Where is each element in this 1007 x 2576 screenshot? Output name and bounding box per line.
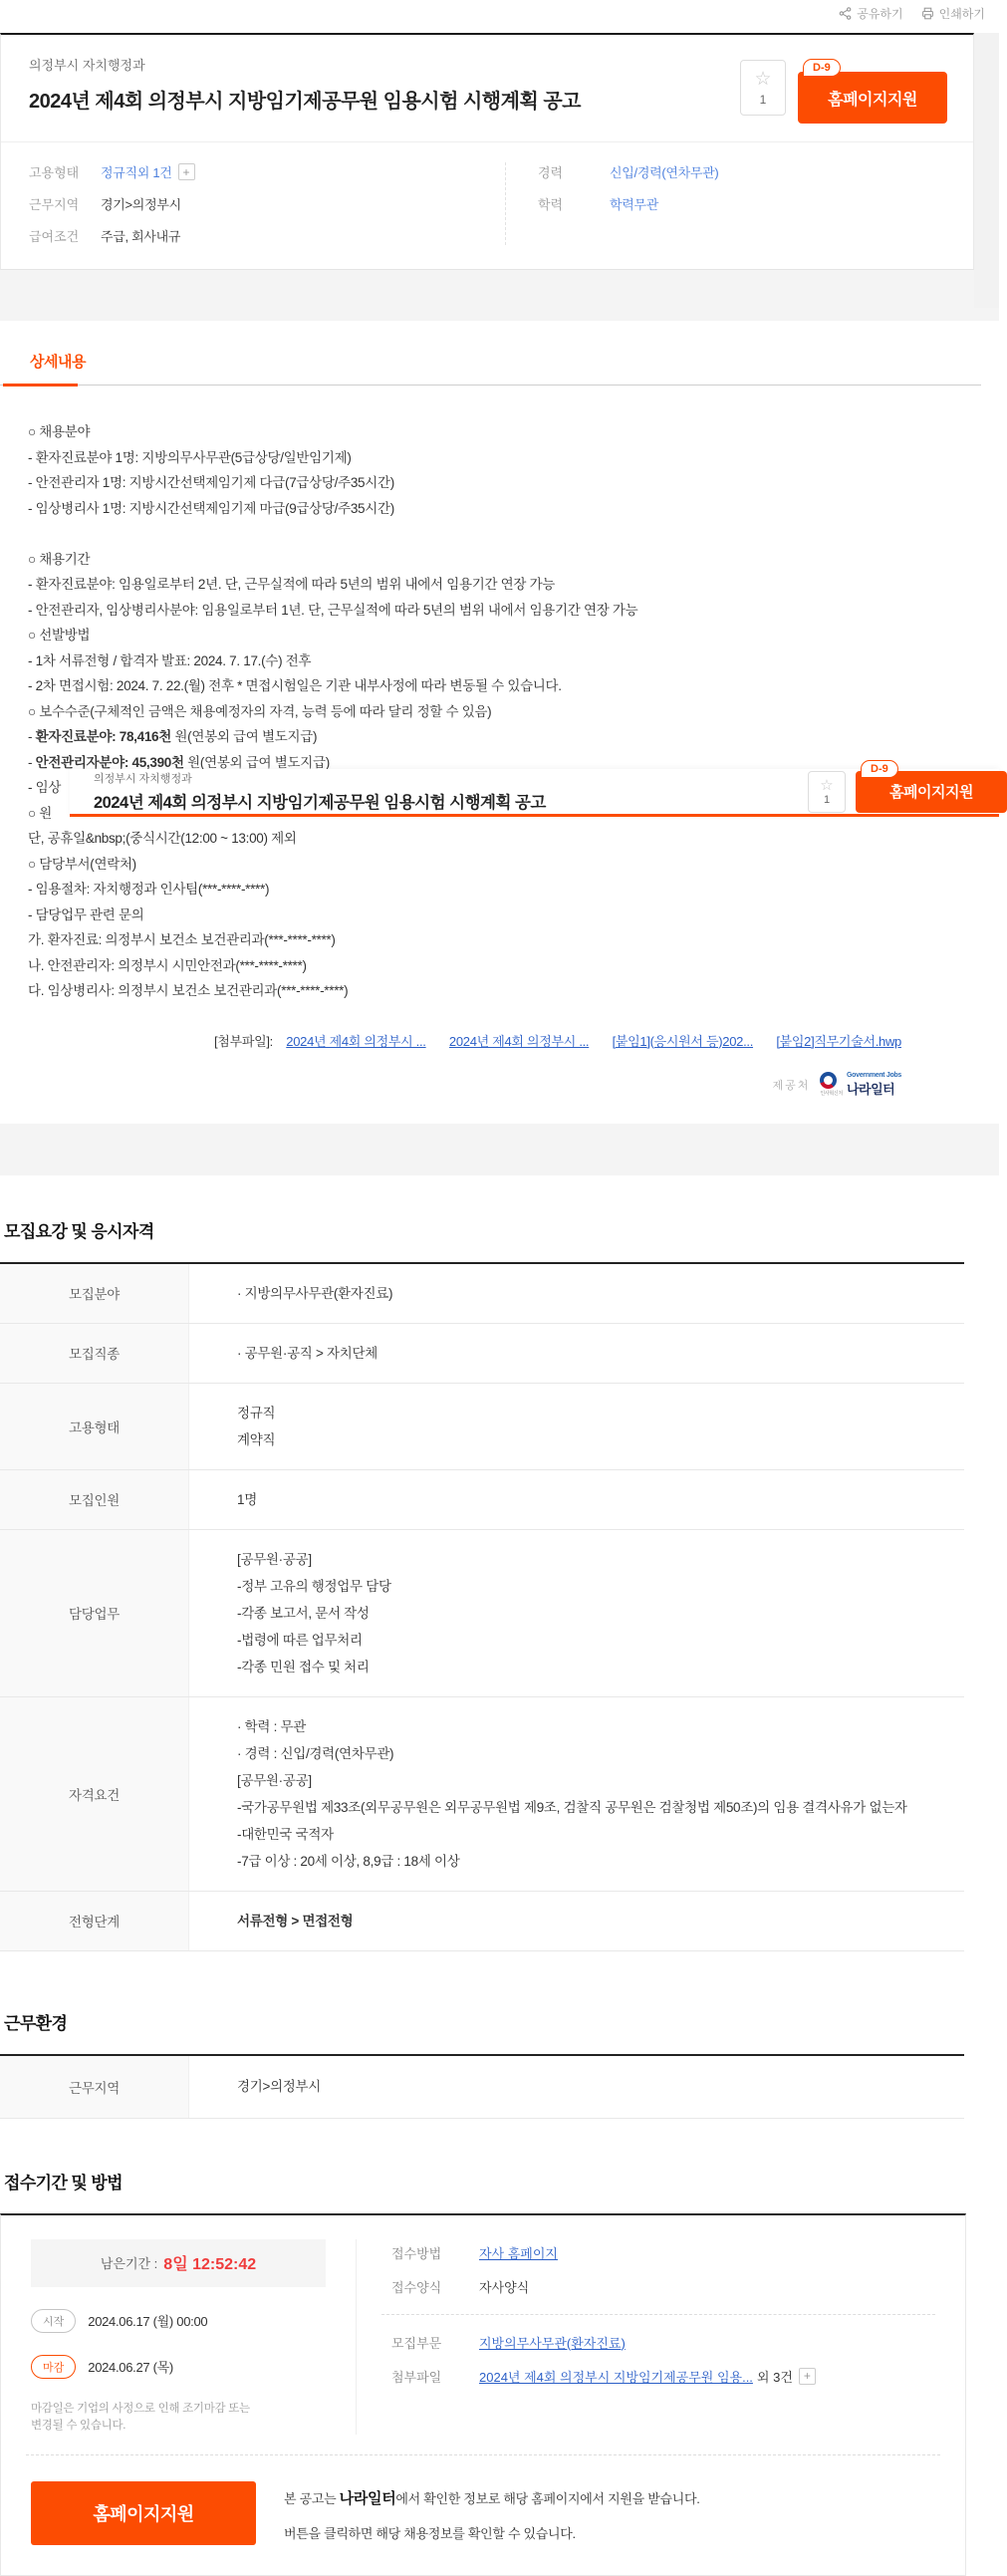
table-row [0,1530,964,1697]
detail-contact-line: 나. 안전관리자: 의정부시 시민안전과(***-****-****) [28,957,307,973]
print-label: 인쇄하기 [938,7,985,21]
row-value-line: -정부 고유의 행정업무 담당 [237,1578,391,1594]
sticky-header-texts [94,770,546,813]
apply-section-title: 접수기간 및 방법 [4,2173,124,2192]
tab-active-underline [3,384,78,386]
taegeuk-icon [820,1072,837,1089]
sticky-header-actions [808,762,999,813]
apply-panel-top [1,2239,965,2435]
scrap-button[interactable] [740,60,786,116]
table-row [0,1892,964,1950]
row-value-line: 정규직 [237,1405,276,1420]
attachment-link[interactable]: 2024년 제4회 의정부시 ... [448,1033,590,1049]
row-label: 모집직종 [0,1324,189,1383]
part-label: 모집부문 [391,2335,442,2351]
apply-method-column [356,2239,965,2435]
salary1-prefix: - [28,729,36,744]
print-button[interactable] [921,5,985,22]
row-value-line: [공무원·공공] [237,1772,312,1788]
attachment-link[interactable]: [붙임1](응시원서 등)202... [612,1033,754,1049]
sticky-homepage-apply-button[interactable]: 홈페이지지원 [856,771,1007,813]
apply-footer-line2: 버튼을 클릭하면 해당 채용정보를 확인할 수 있습니다. [284,2525,576,2541]
share-icon [839,7,852,20]
deadline-date: 2024.06.27 (목) [88,2360,173,2375]
row-value [189,1384,964,1469]
work-environment-section [0,1951,999,2119]
files-expand-plus-icon[interactable]: + [799,2368,816,2385]
remaining-time-box [31,2239,326,2287]
salary-value: 주급, 회사내규 [101,229,181,244]
section-gap-band [0,1124,999,1175]
gov-sub-text: 인사혁신처 [820,1090,843,1097]
detail-contact-line: 다. 임상병리사: 의정부시 보건소 보건관리과(***-****-****) [28,983,349,998]
detail-body [0,386,999,1124]
apply-footer-line1 [284,2487,700,2508]
row-value-line: · 지방의무사무관(환자진료) [237,1285,393,1301]
row-label: 근무지역 [0,2056,189,2118]
company-name: 의정부시 자치행정과 [29,58,145,73]
attachments-row [214,1031,979,1050]
files-extra-count: 외 3건 [756,2369,793,2385]
salary1-amount: 환자진료분야: 78,416천 [35,729,171,744]
employment-expand-plus-icon[interactable]: + [178,163,195,180]
naraillteo-logo [820,1072,901,1098]
gov-logo-texts [847,1072,901,1098]
detail-line: - 1차 서류전형 / 합격자 발표: 2024. 7. 17.(수) 전후 [28,652,312,668]
row-value [189,1697,964,1891]
table-row [0,1384,964,1470]
row-value-line: · 학력 : 무관 [237,1718,306,1734]
employment-label: 고용형태 [29,165,80,180]
detail-contact-line: ○ 담당부서(연락처) [28,856,136,872]
row-value [189,1324,964,1383]
apply-period-column [1,2239,356,2435]
deadline-badge: 마감 [31,2355,76,2379]
row-value-line: 경기>의정부시 [237,2079,322,2094]
row-label: 모집인원 [0,1470,189,1529]
print-icon [921,7,934,20]
row-value-line: -각종 민원 접수 및 처리 [237,1659,370,1674]
remaining-label: 남은기간 : [100,2256,158,2271]
detail-tabs-bar [0,351,981,386]
files-label: 첨부파일 [391,2369,442,2385]
remaining-countdown: 8일 12:52:42 [163,2256,257,2273]
footer-brand: 나라일터 [339,2489,396,2507]
salary2-prefix: - [28,754,36,770]
row-value-line: -각종 보고서, 문서 작성 [237,1605,370,1621]
summary-row-education [538,194,973,213]
star-icon: ☆ [754,68,772,90]
section-gap-band [0,270,999,321]
footer-post: 에서 확인한 정보로 해당 홈페이지에서 지원을 받습니다. [395,2490,700,2506]
table-row [0,1264,964,1324]
row-value [189,1892,964,1950]
attachment-link[interactable]: 2024년 제4회 의정부시 ... [286,1033,426,1049]
detail-contact-line: - 임용절차: 자치행정과 인사팀(***-****-****) [28,882,270,897]
detail-occluded-line: ○ 원 [28,805,53,821]
job-header-top [1,35,973,141]
detail-line: - 임상병리사 1명: 지방시간선택제임기제 마급(9급상당/주35시간) [28,500,394,516]
provider-row [28,1050,979,1124]
row-value-line: -법령에 따른 업무처리 [237,1632,363,1648]
row-value-line: · 경력 : 신입/경력(연차무관) [237,1745,394,1761]
table-row [0,1324,964,1384]
dashed-divider [381,2314,935,2315]
sticky-dday-badge: D-9 [861,760,898,778]
homepage-apply-button[interactable]: 홈페이지지원 [798,72,947,124]
career-label: 경력 [538,165,564,180]
recruit-requirements-section [0,1175,999,1951]
right-gutter [974,33,999,308]
row-value [189,1264,964,1323]
row-value [189,1530,964,1696]
row-value-line: -7급 이상 : 20세 이상, 8,9급 : 18세 이상 [237,1853,460,1869]
job-header-card [0,33,974,270]
scrap-count: 1 [759,92,767,107]
attachment-file-row [391,2367,935,2386]
recruit-section-title: 모집요강 및 응시자격 [4,1221,154,1241]
gov-logo-top: Government Jobs [846,1071,901,1079]
attachments-label: [첨부파일]: [214,1033,273,1049]
attachment-link[interactable]: [붙임2]직무기술서.hwp [776,1033,901,1049]
env-section-title: 근무환경 [4,2013,68,2033]
apply-method-row [391,2243,935,2262]
detail-line: - 환자진료분야 1명: 지방의무사무관(5급상당/일반임기제) [28,449,352,465]
apply-panel-bottom [1,2455,965,2575]
row-label: 자격요건 [0,1697,189,1891]
recruit-part-row [391,2333,935,2352]
detail-line: ○ 채용기간 [28,551,91,567]
form-value: 자사양식 [479,2279,530,2295]
detail-occluded-line: - 임상 [28,780,62,795]
sticky-scrap-button[interactable] [808,771,846,813]
summary-right-column [505,162,973,245]
salary2-amount: 안전관리자분야: 45,390천 [35,754,184,770]
method-value-link[interactable]: 자사 홈페이지 [479,2245,558,2261]
table-row [0,1697,964,1892]
recruit-table [0,1262,964,1951]
row-label: 모집분야 [0,1264,189,1323]
row-value-line: 1명 [237,1491,257,1507]
tab-detail-content[interactable]: 상세내용 [30,354,86,371]
employment-value-link[interactable]: 정규직외 1건 [101,165,172,180]
summary-row-location [29,194,505,213]
summary-row-salary [29,226,505,245]
start-badge: 시작 [31,2309,76,2333]
homepage-apply-button-bottom[interactable]: 홈페이지지원 [31,2481,256,2545]
location-label: 근무지역 [29,197,80,212]
sticky-apply-button-wrap [856,762,1007,813]
salary1-rest: 원(연봉외 급여 별도지급) [170,729,318,744]
detail-line [28,521,979,547]
row-value-line: [공무원·공공] [237,1551,312,1567]
provider-label: 제공처 [772,1079,811,1092]
salary2-rest: 원(연봉외 급여 별도지급) [183,754,330,770]
file-link[interactable]: 2024년 제4회 의정부시 지방임기제공무원 임용... [479,2369,753,2385]
education-value-link[interactable]: 학력무관 [610,197,659,212]
deadline-notice: 마감일은 기업의 사정으로 인해 조기마감 또는 변경될 수 있습니다. [31,2402,250,2432]
job-header-texts [29,55,581,124]
footer-pre: 본 공고는 [284,2490,340,2506]
detail-line: ○ 선발방법 [28,628,91,643]
detail-contact-line: - 담당업무 관련 문의 [28,906,144,922]
apply-section [0,2119,999,2576]
row-value-line: 계약직 [237,1431,276,1447]
sticky-scrap-count: 1 [823,793,831,806]
star-icon: ☆ [820,776,834,794]
detail-occluded-line: 단, 공휴일&nbsp;(중식시간(12:00 ~ 13:00) 제외 [28,831,297,846]
detail-salary-line-1 [28,724,979,750]
row-value-line: -대한민국 국적자 [237,1826,334,1842]
summary-row-employment [29,162,505,181]
sticky-company-name: 의정부시 자치행정과 [94,773,192,785]
table-row [0,2056,964,2118]
form-label: 접수양식 [391,2279,442,2295]
detail-contact-line: 가. 환자진료: 의정부시 보건소 보건관리과(***-****-****) [28,932,336,947]
detail-line: ○ 채용분야 [28,424,91,439]
row-value-line: -국가공무원법 제33조(외무공무원은 외무공무원법 제9조, 검찰직 공무원은 검찰청법 제50조)의 임용 결격사유가 없는자 [237,1799,907,1815]
education-label: 학력 [538,197,564,212]
summary-left-column [29,162,505,245]
salary-label: 급여조건 [29,229,80,244]
job-title: 2024년 제4회 의정부시 지방임기제공무원 임용시험 시행계획 공고 [29,91,581,113]
row-label: 고용형태 [0,1384,189,1469]
gov-logo-name: 나라일터 [846,1081,895,1097]
row-label: 담당업무 [0,1530,189,1696]
share-button[interactable] [839,5,902,22]
detail-line: - 안전관리자, 임상병리사분야: 임용일로부터 1년. 단, 근무실적에 따라 5년의 범위 내에서 임용기간 연장 가능 [28,602,638,618]
apply-button-wrap [798,62,947,124]
location-value: 경기>의정부시 [101,197,181,212]
sticky-job-title: 2024년 제4회 의정부시 지방임기제공무원 임용시험 시행계획 공고 [94,794,546,812]
apply-panel [0,2213,966,2576]
job-summary [1,142,973,269]
gov-emblem [820,1072,843,1097]
table-row [0,1470,964,1530]
dday-badge: D-9 [803,59,841,77]
share-label: 공유하기 [857,7,903,21]
detail-section [0,321,999,1124]
start-date-row [31,2309,356,2333]
method-label: 접수방법 [391,2245,442,2261]
part-value-link[interactable]: 지방의무사무관(환자진료) [479,2335,626,2351]
top-utility-bar [0,0,999,33]
apply-form-row [391,2277,935,2296]
detail-line: - 안전관리자 1명: 지방시간선택제임기제 다급(7급상당/주35시간) [28,475,394,490]
detail-line: ○ 보수수준(구체적인 금액은 채용예정자의 자격, 능력 등에 따라 달리 정할 수 있음) [28,703,492,719]
row-label: 전형단계 [0,1892,189,1950]
detail-line: - 환자진료분야: 임용일로부터 2년. 단, 근무실적에 따라 5년의 범위 내에서 임용기간 연장 가능 [28,577,556,592]
summary-row-career [538,162,973,181]
row-value-line: 서류전형 > 면접전형 [237,1913,354,1929]
career-value-link[interactable]: 신입/경력(연차무관) [610,165,719,180]
row-value [189,1470,964,1529]
end-date-row [31,2355,356,2379]
row-value [189,2056,964,2118]
detail-line: - 2차 면접시험: 2024. 7. 22.(월) 전후 * 면접시험일은 기관 내부사정에 따라 변동될 수 있습니다. [28,678,562,693]
row-value-line: · 공무원·공직 > 자치단체 [237,1345,378,1361]
start-date: 2024.06.17 (월) 00:00 [88,2314,208,2329]
env-table [0,2054,964,2119]
apply-footer-texts [284,2481,700,2542]
job-header-actions [740,55,947,124]
